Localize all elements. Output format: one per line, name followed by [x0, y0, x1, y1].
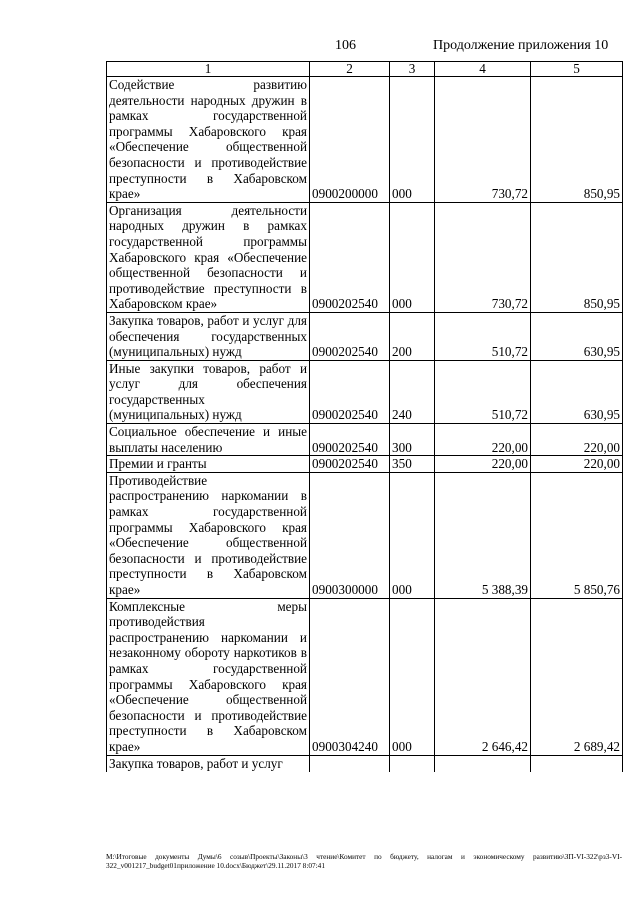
- row-name: Противодействие распространению наркомании в рамках государственной программы Хабаровского края «Обеспечение общественной безопасности и противодействие преступности в Хабаровском крае»: [107, 472, 310, 598]
- amount-year-1: 510,72: [435, 360, 531, 423]
- amount-year-2: 2 689,42: [531, 598, 623, 755]
- expense-type-code: 000: [390, 202, 435, 312]
- amount-year-1: 220,00: [435, 456, 531, 473]
- row-name: Закупка товаров, работ и услуг для обеспечения государственных (муниципальных) нужд: [107, 312, 310, 360]
- target-article-code: 0900202540: [310, 360, 390, 423]
- page-number: 106: [335, 38, 356, 53]
- table-row: [107, 202, 623, 312]
- appendix-continuation-title: Продолжение приложения 10: [433, 38, 609, 53]
- target-article-code: 0900202540: [310, 312, 390, 360]
- table-row: [107, 360, 623, 423]
- table-row: [107, 312, 623, 360]
- expense-type-code: 240: [390, 360, 435, 423]
- amount-year-1: 2 646,42: [435, 598, 531, 755]
- table-row: [107, 424, 623, 456]
- column-header: 1: [107, 62, 310, 77]
- amount-year-1: 730,72: [435, 77, 531, 203]
- target-article-code: 0900304240: [310, 598, 390, 755]
- amount-year-2: 220,00: [531, 424, 623, 456]
- amount-year-2: [531, 755, 623, 772]
- amount-year-2: 850,95: [531, 77, 623, 203]
- row-name: Организация деятельности народных дружин в рамках государственной программы Хабаровского края «Обеспечение общественной безопасности и противодействие преступности в Хабаровском крае»: [107, 202, 310, 312]
- target-article-code: 0900300000: [310, 472, 390, 598]
- amount-year-1: [435, 755, 531, 772]
- amount-year-2: 630,95: [531, 312, 623, 360]
- target-article-code: 0900202540: [310, 456, 390, 473]
- expense-type-code: 300: [390, 424, 435, 456]
- budget-table: [106, 61, 623, 772]
- target-article-code: 0900202540: [310, 424, 390, 456]
- amount-year-1: 220,00: [435, 424, 531, 456]
- expense-type-code: 000: [390, 472, 435, 598]
- table-row: [107, 598, 623, 755]
- column-numbers-row: [107, 62, 623, 77]
- table-row: [107, 472, 623, 598]
- amount-year-1: 510,72: [435, 312, 531, 360]
- target-article-code: [310, 755, 390, 772]
- amount-year-1: 730,72: [435, 202, 531, 312]
- expense-type-code: [390, 755, 435, 772]
- amount-year-2: 850,95: [531, 202, 623, 312]
- amount-year-1: 5 388,39: [435, 472, 531, 598]
- row-name: Иные закупки товаров, работ и услуг для обеспечения государственных (муниципальных) нужд: [107, 360, 310, 423]
- amount-year-2: 630,95: [531, 360, 623, 423]
- column-header: 4: [435, 62, 531, 77]
- expense-type-code: 000: [390, 77, 435, 203]
- row-name: Социальное обеспечение и иные выплаты населению: [107, 424, 310, 456]
- amount-year-2: 5 850,76: [531, 472, 623, 598]
- column-header: 3: [390, 62, 435, 77]
- expense-type-code: 200: [390, 312, 435, 360]
- file-path-footer: M:\Итоговые документы Думы\6 созыв\Проекты\Законы\3 чтение\Комитет по бюджету, налогам и экономическому развитию\ЗП-VI-322\рз3-VI-322_v001217_budget01приложение 10.docx\Бюджет\29.11.2017 8:07:41: [106, 852, 622, 870]
- table-row: [107, 77, 623, 203]
- row-name: Комплексные меры противодействия распространению наркомании и незаконному обороту наркотиков в рамках государственной программы Хабаровского края «Обеспечение общественной безопасности и противодействие преступности в Хабаровском крае»: [107, 598, 310, 755]
- target-article-code: 0900202540: [310, 202, 390, 312]
- table-row: [107, 456, 623, 473]
- table-row: [107, 755, 623, 772]
- amount-year-2: 220,00: [531, 456, 623, 473]
- column-header: 5: [531, 62, 623, 77]
- row-name: Премии и гранты: [107, 456, 310, 473]
- row-name: Закупка товаров, работ и услуг: [107, 755, 310, 772]
- column-header: 2: [310, 62, 390, 77]
- row-name: Содействие развитию деятельности народных дружин в рамках государственной программы Хабаровского края «Обеспечение общественной безопасности и противодействие преступности в Хабаровском крае»: [107, 77, 310, 203]
- target-article-code: 0900200000: [310, 77, 390, 203]
- expense-type-code: 000: [390, 598, 435, 755]
- expense-type-code: 350: [390, 456, 435, 473]
